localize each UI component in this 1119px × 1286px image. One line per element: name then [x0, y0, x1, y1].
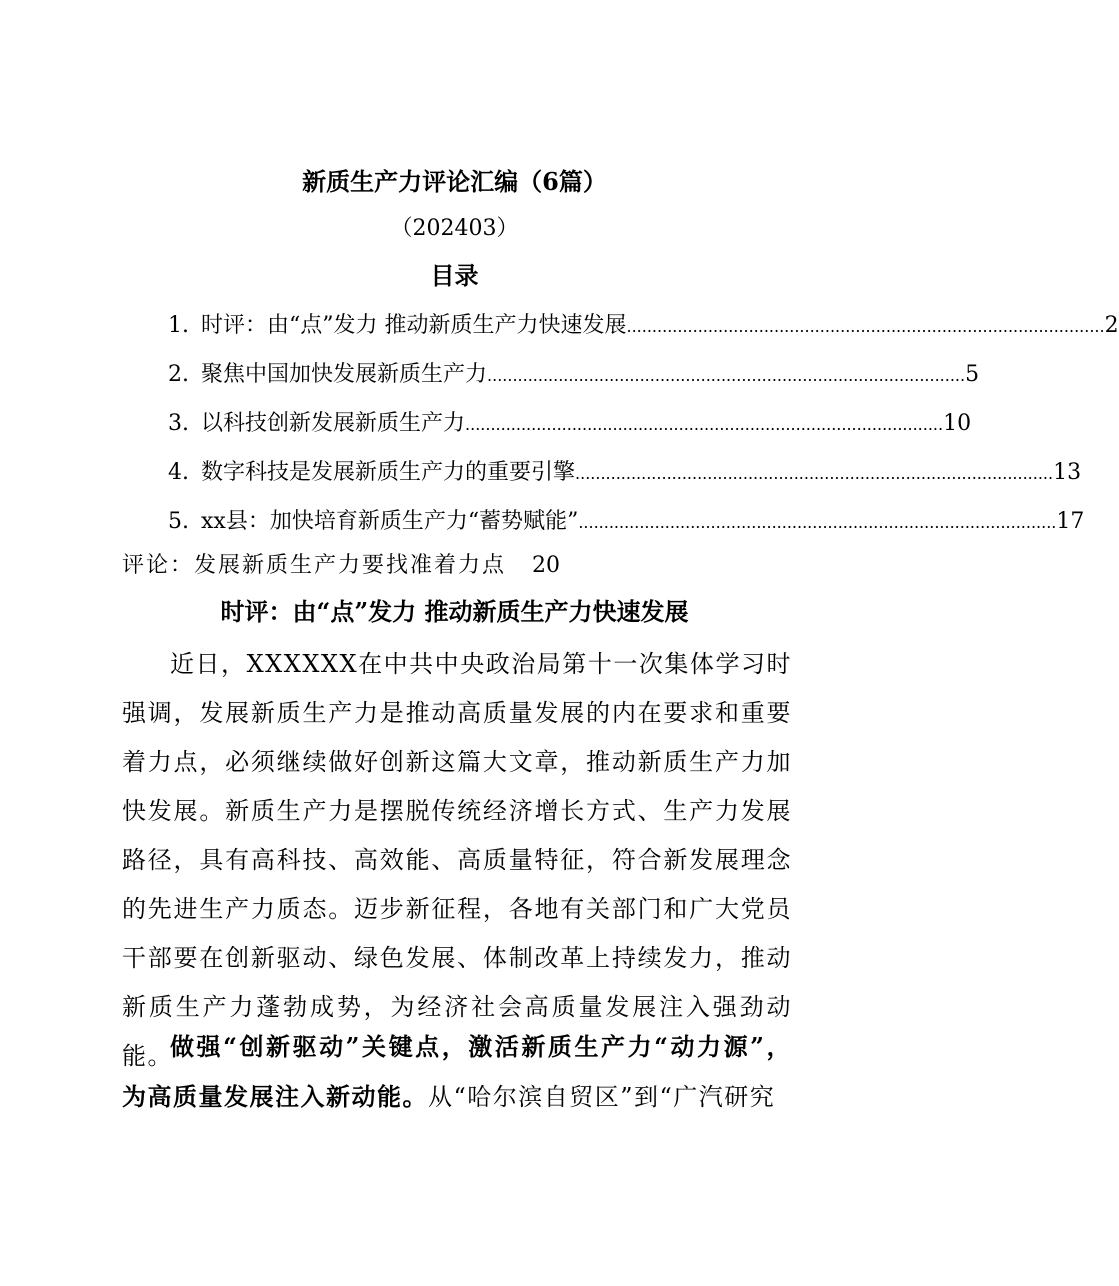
toc-item-number: 4. — [168, 460, 189, 485]
toc-item-title: 时评：由“点”发力 推动新质生产力快速发展 — [201, 313, 627, 338]
toc-item-6[interactable] — [122, 546, 560, 586]
document-title: 新质生产力评论汇编（6篇） — [302, 167, 607, 196]
toc-leader-dots: .............................................................................................. — [626, 317, 1105, 336]
toc-item-number: 1. — [168, 313, 189, 338]
body-paragraph-2 — [122, 1022, 792, 1122]
section-heading: 时评：由“点”发力 推动新质生产力快速发展 — [220, 597, 689, 626]
toc-item-2[interactable] — [168, 355, 980, 404]
toc-item-page: 2 — [1104, 313, 1119, 338]
document-subtitle: （202403） — [390, 216, 519, 241]
toc-item-3[interactable] — [168, 404, 972, 453]
toc-item-5[interactable] — [168, 502, 1085, 551]
body-paragraph-1: 近日，XXXXXX在中共中央政治局第十一次集体学习时强调，发展新质生产力是推动高质量发展的内在要求和重要着力点，必须继续做好创新这篇大文章，推动新质生产力加快发展。新质生产力是摆脱传统经济增长方式、生产力发展路径，具有高科技、高效能、高质量特征，符合新发展理念的先进生产力质态。迈步新征程，各地有关部门和广大党员干部要在创新驱动、绿色发展、体制改革上持续发力，推动新质生产力蓬勃成势，为经济社会高质量发展注入强劲动能。 — [122, 650, 792, 1070]
toc-item-page: 10 — [943, 411, 972, 436]
toc-item-4[interactable] — [168, 453, 1082, 502]
toc-item-title: 以科技创新发展新质生产力 — [201, 411, 466, 436]
toc-item-title: xx县：加快培育新质生产力“蓄势赋能” — [201, 509, 579, 534]
toc-item-number: 5. — [168, 509, 189, 534]
paragraph-continuation: 从“哈尔滨自贸区”到“广汽研究 — [428, 1083, 776, 1111]
toc-item-page: 17 — [1056, 509, 1085, 534]
table-of-contents — [168, 306, 1119, 551]
toc-item-title: 聚焦中国加快发展新质生产力 — [201, 362, 488, 387]
paragraph-lead-sentence: 做强“创新驱动”关键点，激活新质生产力“动力源”，为高质量发展注入新动能。 — [122, 1032, 792, 1111]
toc-item-number: 3. — [168, 411, 189, 436]
toc-item-page: 20 — [532, 553, 561, 578]
toc-heading: 目录 — [430, 261, 479, 290]
toc-item-title: 数字科技是发展新质生产力的重要引擎 — [201, 460, 576, 485]
toc-leader-dots: .............................................................................................. — [465, 415, 944, 434]
toc-leader-dots: .............................................................................................. — [578, 513, 1057, 532]
toc-leader-dots: .............................................................................................. — [487, 366, 966, 385]
toc-item-1[interactable] — [168, 306, 1119, 355]
toc-item-page: 5 — [965, 362, 980, 387]
toc-item-number: 2. — [168, 362, 189, 387]
toc-leader-dots: .............................................................................................. — [575, 464, 1054, 483]
toc-item-page: 13 — [1053, 460, 1082, 485]
toc-item-title: 评论：发展新质生产力要找准着力点 — [122, 553, 507, 578]
